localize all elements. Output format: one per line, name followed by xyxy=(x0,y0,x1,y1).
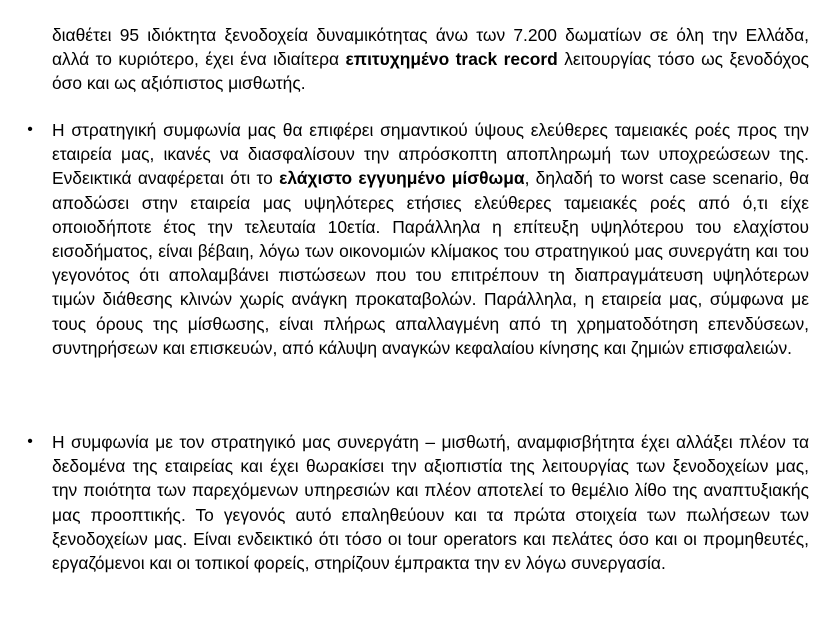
paragraph-3 xyxy=(52,430,809,575)
bullet-2-icon: • xyxy=(27,121,33,138)
paragraph-2-text-b: , δηλαδή το worst case scenario, θα αποδώσει στην εταιρεία μας υψηλότερες ετήσιες ελεύθερες ταμειακές ροές από ό,τι είχε οποιοδήποτε έτος την τελευταία 10ετία. Παράλληλα η επίτευξη υψηλότερου του ελαχίστου εισοδήματος, είναι βέβαιη, λόγω των οικονομιών κλίμακος του στρατηγικού μας συνεργάτη και του γεγονότος ότι απολαμβάνει πιστώσεων που του επιτρέπουν τη διαπραγμάτευση υψηλότερων τιμών διάθεσης κλινών χωρίς ανάγκη προκαταβολών. Παράλληλα, η εταιρεία μας, σύμφωνα με τους όρους της μίσθωσης, είναι πλήρως απαλλαγμένη από τη χρηματοδότηση επενδύσεων, συντηρήσεων και επισκευών, από κάλυψη αναγκών κεφαλαίου κίνησης και ζημιών επισφαλειών. xyxy=(52,168,810,358)
paragraph-3-text: Η συμφωνία με τον στρατηγικό μας συνεργάτη – μισθωτή, αναμφισβήτητα έχει αλλάξει πλέον τα δεδομένα της εταιρείας και έχει θωρακίσει την αξιοπιστία της λειτουργίας των ξενοδοχείων μας, την ποιότητα των παρεχόμενων υπηρεσιών και πλέον αποτελεί το θεμέλιο λίθο της αναπτυξιακής μας προοπτικής. Το γεγονός αυτό επαληθεύουν και τα πρώτα στοιχεία των πωλήσεων των ξενοδοχείων μας. Είναι ενδεικτικό ότι τόσο οι tour operators και πελάτες όσο και οι προμηθευτές, εργαζόμενοι και οι τοπικοί φορείς, στηρίζουν έμπρακτα την εν λόγω συνεργασία. xyxy=(52,432,809,574)
paragraph-1 xyxy=(52,23,809,96)
paragraph-1-text-b: λειτουργίας τόσο ως ξενοδόχος όσο και ως αξιόπιστος μισθωτής. xyxy=(52,49,809,94)
paragraph-2-bold: ελάχιστο εγγυημένο μίσθωμα xyxy=(279,168,525,189)
paragraph-1-bold: επιτυχημένο track record xyxy=(345,49,558,70)
paragraph-2 xyxy=(52,118,809,360)
paragraph-2-text-a: Η στρατηγική συμφωνία μας θα επιφέρει σημαντικού ύψους ελεύθερες ταμειακές ροές προς την εταιρεία μας, ικανές να διασφαλίσουν την απρόσκοπτη αποπληρωμή των υποχρεώσεων της. Ενδεικτικά αναφέρεται ότι το xyxy=(52,120,809,189)
bullet-3-icon: • xyxy=(27,433,33,450)
paragraph-1-text-a: διαθέτει 95 ιδιόκτητα ξενοδοχεία δυναμικότητας άνω των 7.200 δωματίων σε όλη την Ελλάδα, αλλά το κυριότερο, έχει ένα ιδιαίτερα xyxy=(52,25,809,70)
